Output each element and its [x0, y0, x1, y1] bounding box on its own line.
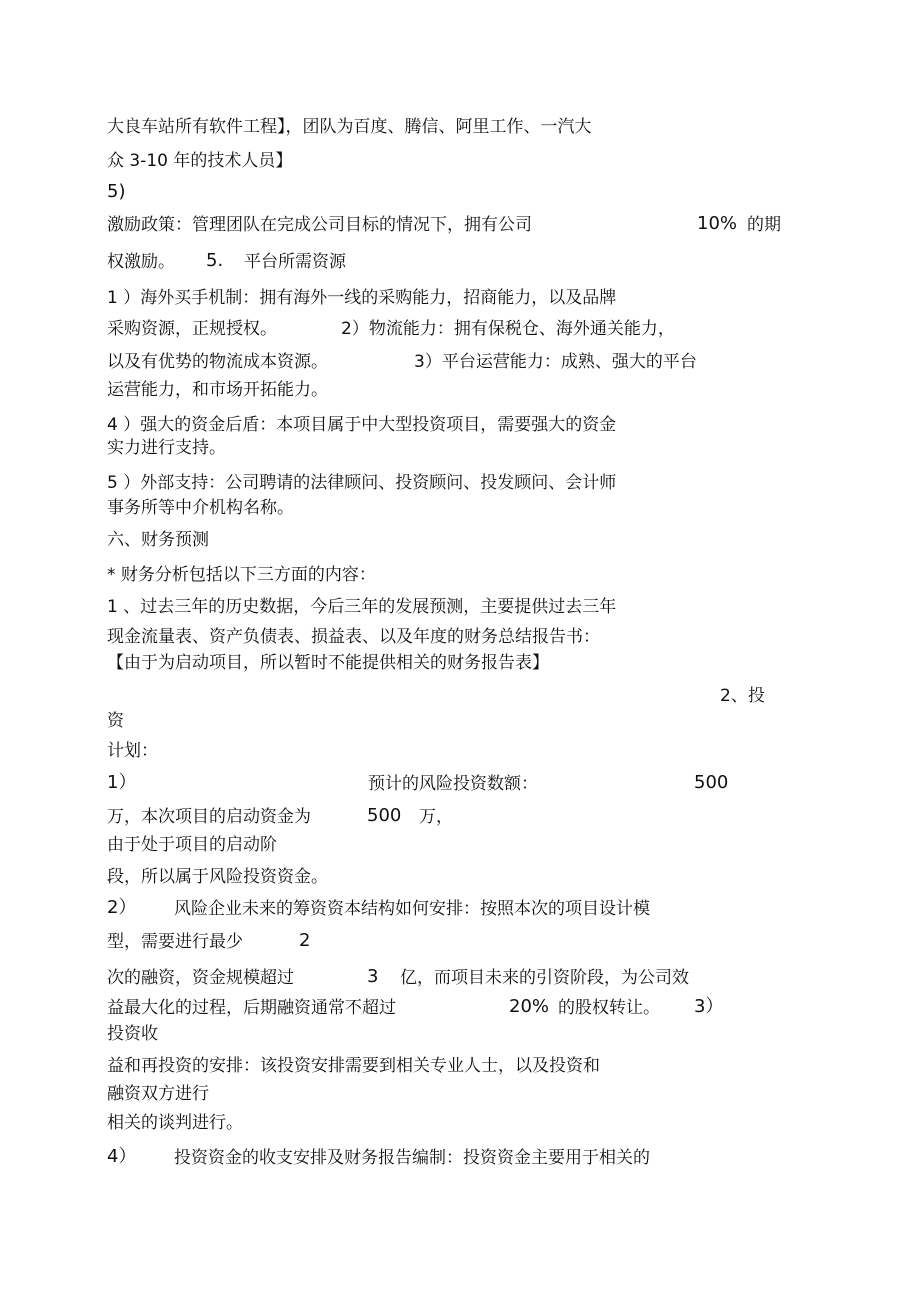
plan-item-2-cont-4: 益最大化的过程，后期融资通常不超过 — [107, 998, 396, 1018]
financial-item-1-cont: 现金流量表、资产负债表、损益表、以及年度的财务总结报告书： — [107, 627, 600, 647]
plan-item-4-marker: 4） — [107, 1146, 137, 1167]
plan-item-2-cont-5: 的股权转让。 — [558, 998, 660, 1018]
incentive-percent: 10% — [697, 213, 738, 234]
text-line-1: 大良车站所有软件工程】，团队为百度、腾信、阿里工作、一汽大 — [107, 117, 592, 137]
plan-item-1-cont: 万，本次项目的启动资金为 — [107, 807, 311, 827]
startup-fund-unit: 万， — [419, 807, 453, 827]
financial-item-1-note: 【由于为启动项目，所以暂时不能提供相关的财务报告表】 — [107, 653, 549, 673]
equity-incentive-text: 权激励。 — [107, 252, 175, 272]
plan-item-2-marker: 2） — [107, 897, 137, 918]
equity-transfer-percent: 20% — [509, 996, 550, 1017]
financial-item-2-number: 2、投 — [720, 686, 765, 706]
resource-item-3: 3）平台运营能力：成熟、强大的平台 — [414, 352, 697, 372]
financial-analysis-intro: * 财务分析包括以下三方面的内容： — [107, 565, 376, 585]
resource-item-3-cont: 运营能力，和市场开拓能力。 — [107, 380, 328, 400]
section-heading-financial-forecast: 六、财务预测 — [107, 530, 209, 550]
list-marker-5: 5) — [107, 181, 126, 202]
financing-rounds: 2 — [299, 930, 311, 951]
plan-item-3-text: 益和再投资的安排：该投资安排需要到相关专业人士，以及投资和 — [107, 1056, 600, 1076]
plan-item-2-text: 风险企业未来的筹资资本结构如何安排：按照本次的项目设计模 — [174, 899, 650, 919]
resource-item-5: 5 ）外部支持：公司聘请的法律顾问、投资顾问、投发顾问、会计师 — [107, 473, 617, 493]
plan-item-1-marker: 1） — [107, 772, 137, 793]
resource-item-1-cont: 采购资源，正规授权。 — [107, 319, 277, 339]
incentive-tail-text: 的期 — [747, 215, 781, 235]
plan-item-1-amount: 500 — [694, 772, 729, 793]
plan-item-3-cont-2: 相关的谈判进行。 — [107, 1113, 243, 1133]
plan-item-1-cont-2: 由于处于项目的启动阶 — [107, 835, 277, 855]
plan-item-1-label: 预计的风险投资数额： — [368, 774, 538, 794]
plan-item-3-label: 投资收 — [107, 1024, 158, 1044]
plan-item-2-cont-2: 次的融资，资金规模超过 — [107, 968, 294, 988]
plan-item-3-cont: 融资双方进行 — [107, 1084, 209, 1104]
resource-item-2-cont: 以及有优势的物流成本资源。 — [107, 352, 328, 372]
section-number-5: 5. — [206, 250, 224, 271]
resource-item-5-cont: 事务所等中介机构名称。 — [107, 498, 294, 518]
plan-item-2-cont-3: 亿，而项目未来的引资阶段，为公司效 — [400, 968, 689, 988]
startup-fund-amount: 500 — [367, 805, 402, 826]
plan-item-2-cont: 型，需要进行最少 — [107, 932, 243, 952]
plan-item-4-text: 投资资金的收支安排及财务报告编制：投资资金主要用于相关的 — [174, 1148, 650, 1168]
section-heading-resources: 平台所需资源 — [244, 252, 346, 272]
financial-item-1: 1 、过去三年的历史数据，今后三年的发展预测，主要提供过去三年 — [107, 597, 617, 617]
plan-item-3-marker: 3） — [694, 996, 724, 1017]
resource-item-2: 2）物流能力：拥有保税仓、海外通关能力， — [341, 319, 675, 339]
incentive-policy-text: 激励政策：管理团队在完成公司目标的情况下，拥有公司 — [107, 215, 532, 235]
resource-item-4-cont: 实力进行支持。 — [107, 438, 226, 458]
financing-scale: 3 — [367, 966, 379, 987]
financial-item-2-cont-1: 资 — [107, 711, 124, 731]
resource-item-4: 4 ）强大的资金后盾：本项目属于中大型投资项目，需要强大的资金 — [107, 415, 617, 435]
plan-item-1-cont-3: 段，所以属于风险投资资金。 — [107, 867, 328, 887]
financial-item-2-heading: 计划： — [107, 741, 158, 761]
text-line-2: 众 3-10 年的技术人员】 — [107, 151, 293, 171]
resource-item-1: 1 ）海外买手机制：拥有海外一线的采购能力，招商能力，以及品牌 — [107, 288, 617, 308]
